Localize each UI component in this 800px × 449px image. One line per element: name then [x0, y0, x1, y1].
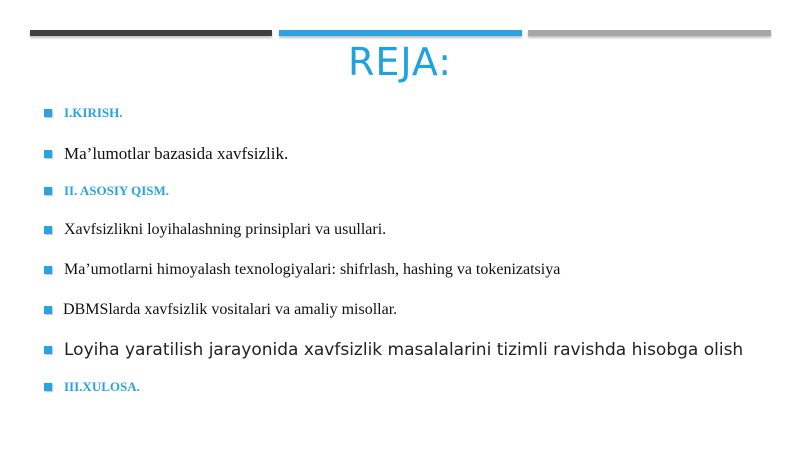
list-item: [44, 221, 784, 239]
list-item-text: Ma’umotlarni himoyalash texnologiyalari: shifrlash, hashing va tokenizatsiya: [64, 261, 561, 278]
square-bullet-icon: [44, 306, 52, 314]
section-heading-main: II. ASOSIY QISM.: [64, 183, 169, 198]
section-heading-conclusion: III.XULOSA.: [64, 379, 140, 394]
list-item: [44, 301, 784, 319]
list-item-text: Xavfsizlikni loyihalashning prinsiplari va usullari.: [64, 221, 387, 238]
square-bullet-icon: [44, 346, 52, 354]
top-bar-dark: [30, 30, 272, 36]
list-item-text: DBMSlarda xavfsizlik vositalari va amaliy misollar.: [63, 301, 398, 318]
list-item: [44, 379, 784, 395]
section-heading-intro: I.KIRISH.: [64, 105, 123, 120]
list-item-text: Ma’lumotlar bazasida xavfsizlik.: [64, 144, 289, 163]
square-bullet-icon: [44, 226, 52, 234]
square-bullet-icon: [44, 266, 52, 274]
list-item: [44, 261, 784, 279]
list-item: [44, 340, 784, 360]
square-bullet-icon: [44, 109, 52, 117]
square-bullet-icon: [44, 383, 52, 391]
square-bullet-icon: [44, 150, 52, 158]
slide-title: REJA:: [347, 40, 453, 84]
list-item: [44, 183, 784, 199]
top-bar-gray: [528, 30, 771, 36]
top-bar-blue: [279, 30, 522, 36]
list-item: [44, 105, 784, 121]
list-item-text: Loyiha yaratilish jarayonida xavfsizlik masalalarini tizimli ravishda hisobga olish: [64, 340, 744, 360]
list-item: [44, 144, 784, 164]
square-bullet-icon: [44, 187, 52, 195]
